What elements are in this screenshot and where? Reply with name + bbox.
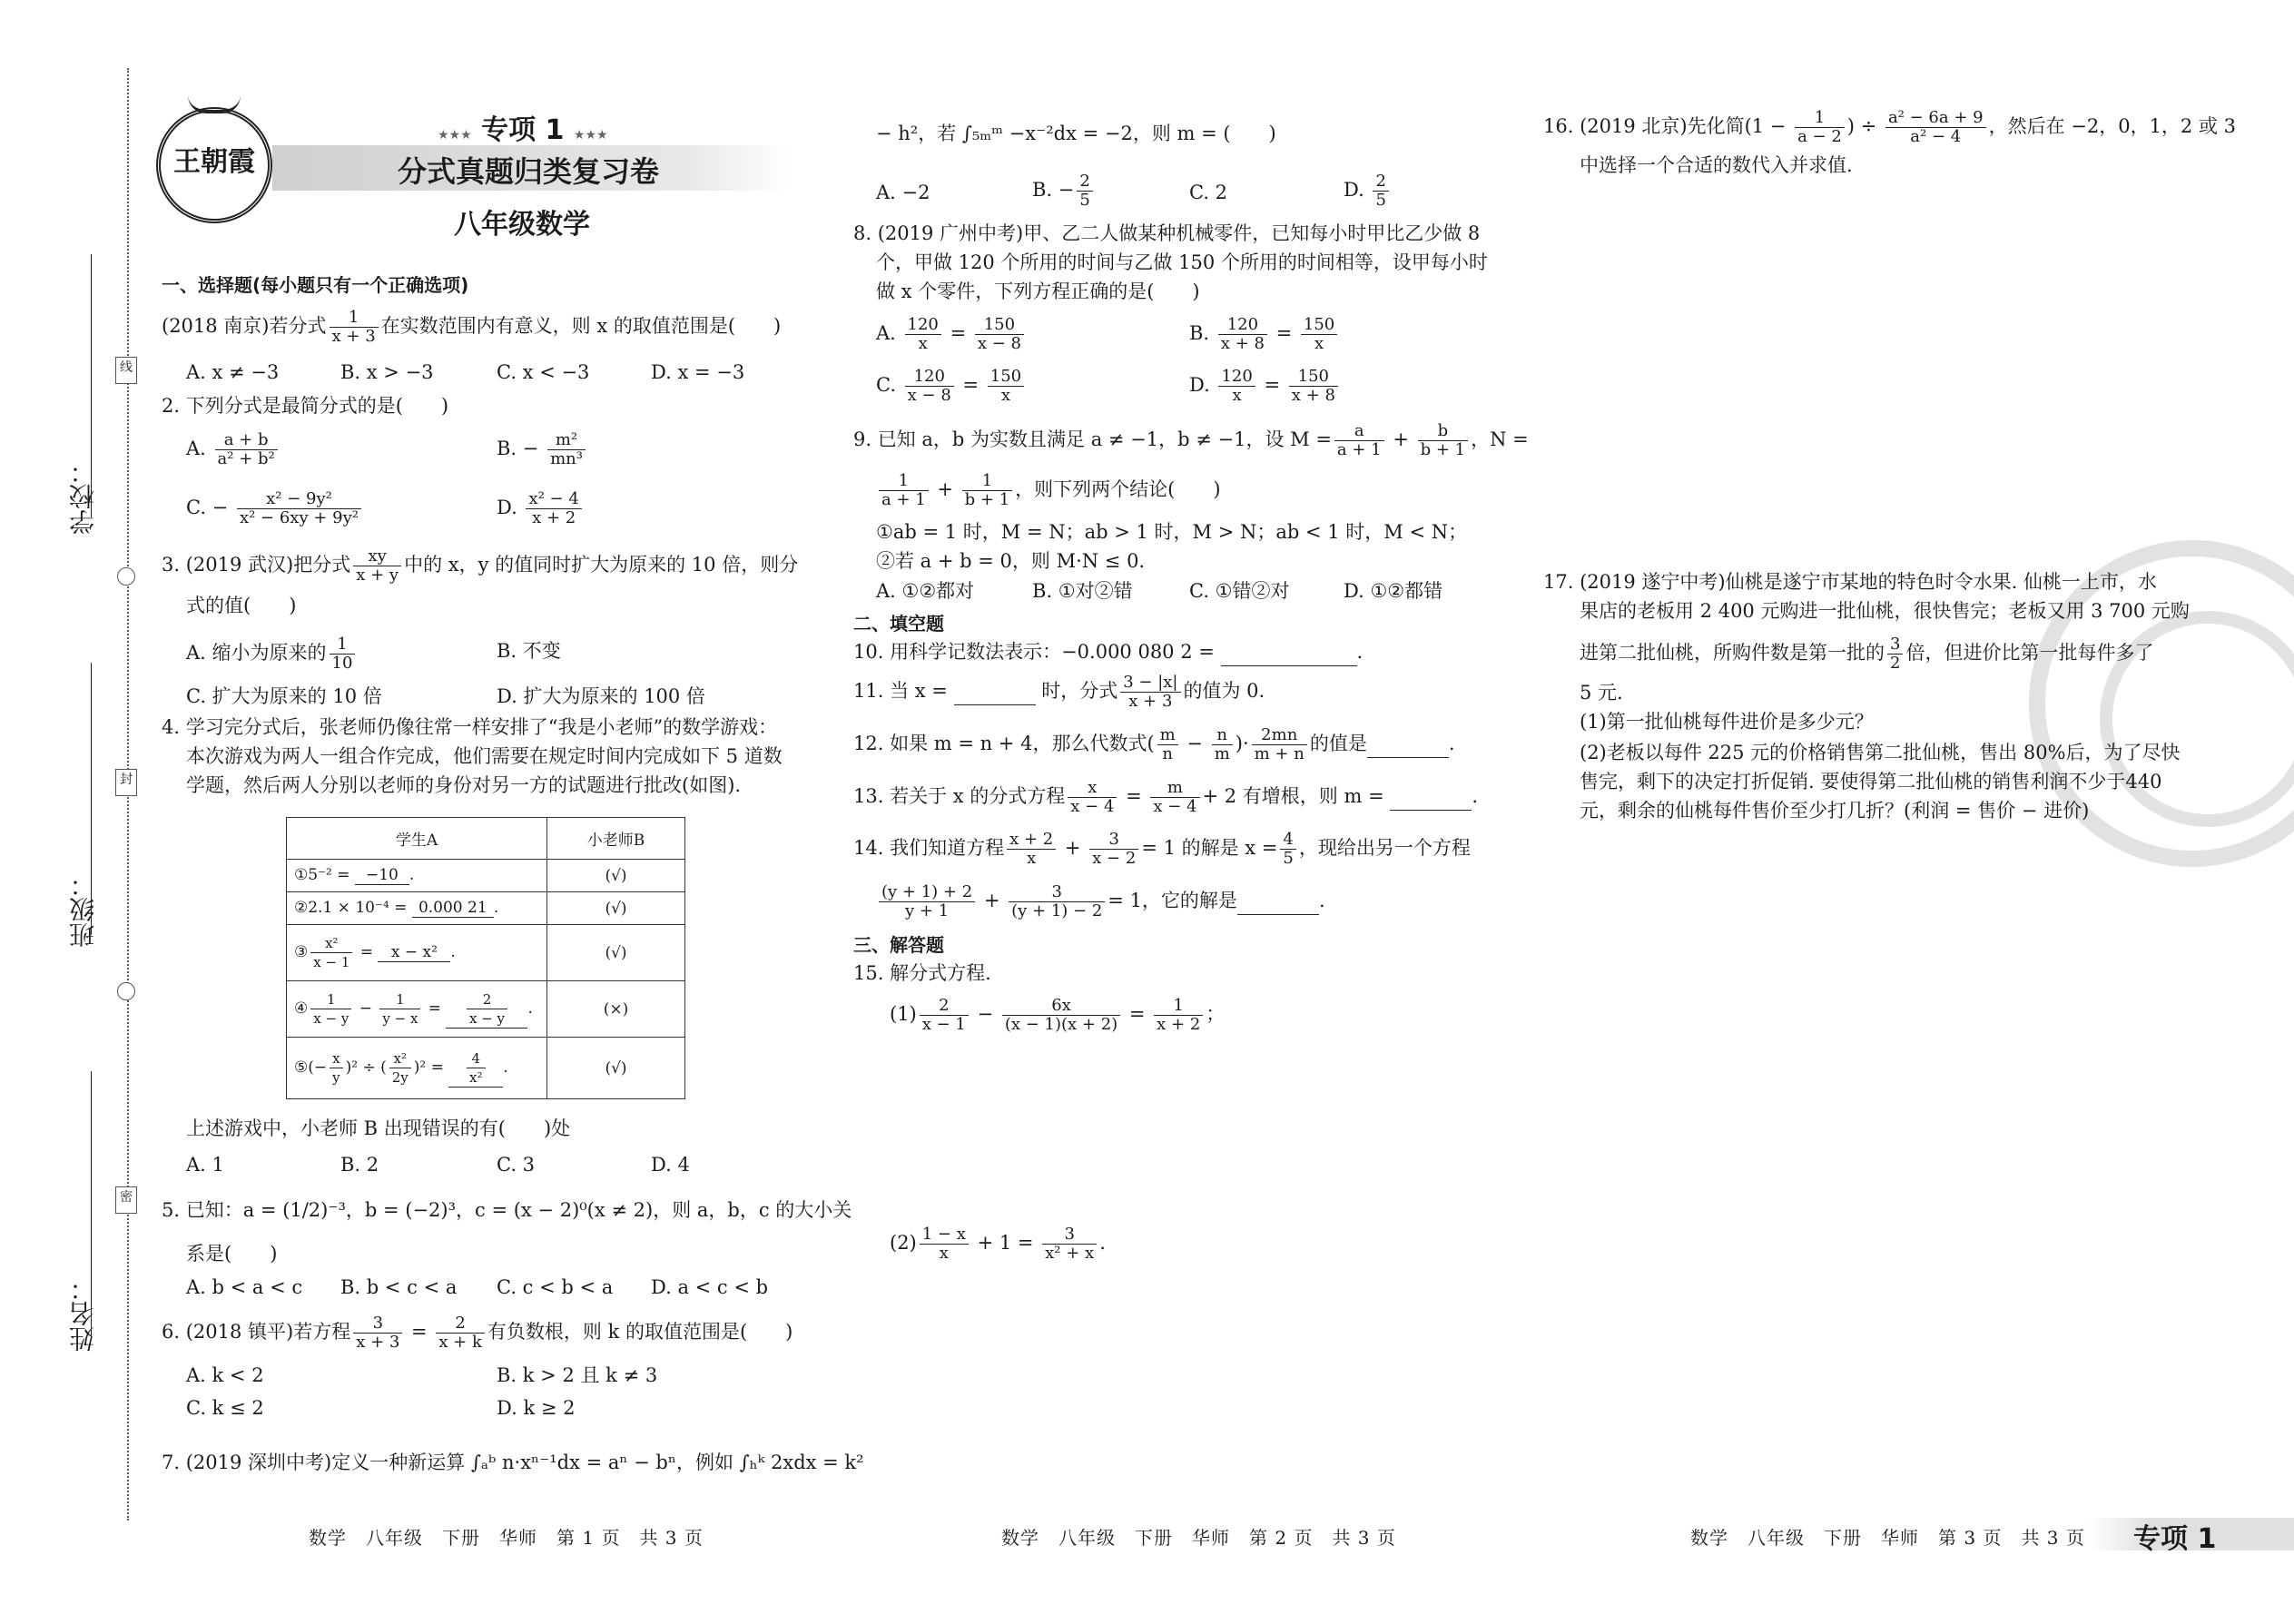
q6-option-c[interactable]: C. k ≤ 2 bbox=[186, 1397, 264, 1419]
q1-option-b[interactable]: B. x > −3 bbox=[340, 361, 434, 383]
q4-game-table bbox=[286, 817, 685, 1099]
q2-option-d[interactable]: D. $\frac{\text{x² − 4}}{x + 2}$ bbox=[497, 490, 585, 527]
q10: 10. 用科学记数法表示：−0.000 080 2 = . bbox=[853, 638, 1363, 666]
q9-option-c[interactable]: C. ①错②对 bbox=[1189, 580, 1290, 602]
table-mark: (√) bbox=[547, 925, 685, 981]
q9-option-a[interactable]: A. ①②都对 bbox=[876, 580, 975, 602]
q17-line1: 17. (2019 遂宁中考)仙桃是遂宁市某地的特色时令水果. 仙桃一上市，水 bbox=[1543, 571, 2157, 593]
q5-option-d[interactable]: D. a < c < b bbox=[651, 1276, 769, 1298]
table-row: ⑤(− $\frac{x}{y}$ )² ÷ ( $\frac{\text{x²}}{2y}$ )² = $\frac{4}{\text{x²}}$ . bbox=[287, 1038, 547, 1099]
section-choice: 一、选择题(每小题只有一个正确选项) bbox=[162, 274, 469, 296]
q1-option-c[interactable]: C. x < −3 bbox=[497, 361, 590, 383]
q7-line2: − h²，若 ∫₅ₘᵐ −x⁻²dx = −2，则 m = ( ) bbox=[876, 123, 1276, 144]
q11: 11. 当 x = 时，分式 $\frac{3 - |x|}{x + 3}$ 的值为 0. bbox=[853, 673, 1265, 711]
q8-line2: 个，甲做 120 个所用的时间与乙做 150 个所用的时间相等，设甲每小时 bbox=[876, 251, 1488, 273]
q8-option-c[interactable]: C. $\frac{120}{x - 8}$ = $\frac{150}{x}$ bbox=[876, 368, 1027, 405]
q12-answer[interactable] bbox=[1367, 730, 1449, 758]
q17-line3: 进第二批仙桃，所购件数是第一批的 $\frac{3}{2}$ 倍，但进价比第一批每件多了 bbox=[1580, 635, 2154, 673]
q4-line2: 本次游戏为两人一组合作完成，他们需要在规定时间内完成如下 5 道数 bbox=[186, 745, 783, 767]
table-header-b: 小老师B bbox=[547, 818, 685, 860]
q11-answer[interactable] bbox=[954, 677, 1036, 705]
q15-part1: (1) $\frac{2}{x - 1}$ − $\frac{6x}{(x - 1)(x + 2)}$ = $\frac{1}{x + 2}$ ； bbox=[890, 996, 1226, 1034]
q6-option-d[interactable]: D. k ≥ 2 bbox=[497, 1397, 576, 1419]
q4-question: 上述游戏中，小老师 B 出现错误的有( )处 bbox=[186, 1117, 571, 1139]
school-label: 学校： bbox=[68, 458, 98, 535]
q14-line1: 14. 我们知道方程 $\frac{x + 2}{x}$ + $\frac{3}{x - 2}$ = 1 的解是 x = $\frac{4}{5}$ ，现给出另一个方程 bbox=[853, 830, 1471, 868]
q7-option-b[interactable]: B. − $\frac{2}{5}$ bbox=[1032, 172, 1096, 210]
dot-2 bbox=[117, 982, 135, 1000]
star-right-icon: ★★★ bbox=[573, 128, 608, 143]
q9-line1: 9. 已知 a，b 为实数且满足 a ≠ −1，b ≠ −1，设 M = $\frac{a}{a + 1}$ + $\frac{b}{b + 1}$ ，N = bbox=[853, 421, 1529, 459]
q4-option-a[interactable]: A. 1 bbox=[186, 1154, 224, 1176]
table-mark: (√) bbox=[547, 1038, 685, 1099]
q8-line1: 8. (2019 广州中考)甲、乙二人做某种机械零件，已知每小时甲比乙少做 8 bbox=[853, 222, 1481, 244]
q3-line1: 3. (2019 武汉)把分式 $\frac{xy}{x + y}$ 中的 x，y 的值同时扩大为原来的 10 倍，则分 bbox=[162, 546, 799, 585]
q3-option-a[interactable]: A. 缩小为原来的 $\frac{1}{10}$ bbox=[186, 635, 358, 673]
q17-part1: (1)第一批仙桃每件进价是多少元？ bbox=[1580, 711, 1874, 733]
q4-option-d[interactable]: D. 4 bbox=[651, 1154, 690, 1176]
section-solve: 三、解答题 bbox=[853, 934, 944, 956]
table-mark: (×) bbox=[547, 981, 685, 1038]
q4-option-c[interactable]: C. 3 bbox=[497, 1154, 536, 1176]
q2-option-c[interactable]: C. − $\frac{\text{x² − 9y²}}{\text{x² − 6xy + 9y²}}$ bbox=[186, 490, 364, 527]
seal-mark-3: 密 bbox=[115, 1186, 137, 1214]
q5-option-a[interactable]: A. b < a < c bbox=[186, 1276, 303, 1298]
table-row: ②2.1 × 10⁻⁴ = 0.000 21 . bbox=[287, 892, 547, 925]
footer-page-1: 数学 八年级 下册 华师 第 1 页 共 3 页 bbox=[309, 1527, 704, 1549]
q14-line2: $\frac{(y + 1) + 2}{y + 1}$ + $\frac{3}{(y + 1) - 2}$ = 1，它的解是 . bbox=[876, 883, 1325, 920]
q14-answer[interactable] bbox=[1237, 887, 1319, 915]
q7-option-c[interactable]: C. 2 bbox=[1189, 182, 1228, 203]
class-label: 班级： bbox=[68, 871, 98, 948]
logo-badge bbox=[156, 107, 272, 223]
name-label: 姓名： bbox=[68, 1275, 98, 1352]
q13-answer[interactable] bbox=[1390, 782, 1472, 811]
table-row: ④ $\frac{1}{x - y}$ − $\frac{1}{y - x}$ = $\frac{2}{x - y}$ . bbox=[287, 981, 547, 1038]
name-field[interactable] bbox=[91, 1071, 92, 1339]
q5-option-b[interactable]: B. b < c < a bbox=[340, 1276, 458, 1298]
q8-option-b[interactable]: B. $\frac{120}{x + 8}$ = $\frac{150}{x}$ bbox=[1189, 316, 1340, 353]
seal-mark-2: 封 bbox=[115, 769, 137, 796]
q6-stem: 6. (2018 镇平)若方程 $\frac{3}{x + 3}$ = $\frac{2}{x + k}$ 有负数根，则 k 的取值范围是( ) bbox=[162, 1314, 793, 1352]
table-row: ③ $\frac{\text{x²}}{x - 1}$ = x − x² . bbox=[287, 925, 547, 981]
q4-option-b[interactable]: B. 2 bbox=[340, 1154, 379, 1176]
q5-line1: 5. 已知：a = (1/2)⁻³，b = (−2)³，c = (x − 2)⁰(x ≠ 2)，则 a，b，c 的大小关 bbox=[162, 1199, 852, 1221]
q7-option-a[interactable]: A. −2 bbox=[876, 182, 930, 203]
school-field[interactable] bbox=[91, 254, 92, 517]
table-mark: (√) bbox=[547, 892, 685, 925]
q12: 12. 如果 m = n + 4，那么代数式( $\frac{m}{n}$ − $\frac{n}{m}$ )· $\frac{2mn}{m + n}$ 的值是 . bbox=[853, 725, 1455, 763]
class-field[interactable] bbox=[91, 663, 92, 935]
q2-stem: 2. 下列分式是最简分式的是( ) bbox=[162, 395, 449, 417]
q1-option-a[interactable]: A. x ≠ −3 bbox=[186, 361, 280, 383]
seal-mark-1: 线 bbox=[115, 357, 137, 384]
exam-subtitle: 八年级数学 bbox=[454, 209, 590, 241]
q17-part2-b: 售完，剩下的决定打折促销. 要使得第二批仙桃的销售利润不少于440 bbox=[1580, 771, 2162, 792]
crown-icon bbox=[188, 92, 241, 113]
q15-part2: (2) $\frac{1 - x}{x}$ + 1 = $\frac{3}{\text{x² + x}}$ . bbox=[890, 1225, 1106, 1263]
q9-line2: $\frac{1}{a + 1}$ + $\frac{1}{b + 1}$ ，则下列两个结论( ) bbox=[876, 472, 1221, 509]
table-mark: (√) bbox=[547, 860, 685, 892]
q10-answer[interactable] bbox=[1221, 638, 1357, 666]
q4-line1: 4. 学习完分式后，张老师仍像往常一样安排了“我是小老师”的数学游戏： bbox=[162, 716, 778, 738]
q3-option-c[interactable]: C. 扩大为原来的 10 倍 bbox=[186, 685, 382, 707]
table-row: ①5⁻² = −10 . bbox=[287, 860, 547, 892]
q7-option-d[interactable]: D. $\frac{2}{5}$ bbox=[1344, 172, 1392, 210]
q1-stem: (2018 南京)若分式 $\frac{1}{x + 3}$ 在实数范围内有意义，则 x 的取值范围是( ) bbox=[162, 308, 782, 346]
q2-option-b[interactable]: B. − $\frac{\text{m²}}{\text{mn³}}$ bbox=[497, 431, 588, 468]
q17-line4: 5 元. bbox=[1580, 682, 1623, 704]
q17-line2: 果店的老板用 2 400 元购进一批仙桃，很快售完；老板又用 3 700 元购 bbox=[1580, 600, 2190, 622]
table-header-a: 学生A bbox=[287, 818, 547, 860]
q9-option-d[interactable]: D. ①②都错 bbox=[1344, 580, 1443, 602]
q1-option-d[interactable]: D. x = −3 bbox=[651, 361, 745, 383]
q8-option-a[interactable]: A. $\frac{120}{x}$ = $\frac{150}{x - 8}$ bbox=[876, 316, 1027, 353]
q2-option-a[interactable]: A. $\frac{a + b}{\text{a² + b²}}$ bbox=[186, 431, 281, 468]
q7-line1: 7. (2019 深圳中考)定义一种新运算 ∫ₐᵇ n·xⁿ⁻¹dx = aⁿ − bⁿ，例如 ∫ₕᵏ 2xdx = k² bbox=[162, 1452, 864, 1473]
section-fill: 二、填空题 bbox=[853, 613, 944, 635]
q9-conclusion-2: ②若 a + b = 0，则 M·N ≤ 0. bbox=[876, 550, 1146, 572]
footer-page-2: 数学 八年级 下册 华师 第 2 页 共 3 页 bbox=[1001, 1527, 1396, 1549]
dot-1 bbox=[117, 567, 135, 586]
q3-option-d[interactable]: D. 扩大为原来的 100 倍 bbox=[497, 685, 705, 707]
q8-line3: 做 x 个零件，下列方程正确的是( ) bbox=[876, 281, 1200, 302]
q16-line1: 16. (2019 北京)先化简(1 − $\frac{1}{a - 2}$ ) ÷ $\frac{\text{a² − 6a + 9}}{\text{a² − 4}}$ ，然后在 −2，0，1，2 或 3 bbox=[1543, 108, 2237, 146]
q9-conclusion-1: ①ab = 1 时，M = N；ab > 1 时，M > N；ab < 1 时，M < N； bbox=[876, 521, 1468, 543]
q1-fraction: $\frac{1}{x + 3}$ bbox=[330, 309, 379, 346]
q8-option-d[interactable]: D. $\frac{120}{x}$ = $\frac{150}{x + 8}$ bbox=[1189, 368, 1341, 405]
q17-part2-a: (2)老板以每件 225 元的价格销售第二批仙桃，售出 80%后，为了尽快 bbox=[1580, 742, 2181, 763]
q3-option-b[interactable]: B. 不变 bbox=[497, 640, 561, 662]
q9-option-b[interactable]: B. ①对②错 bbox=[1032, 580, 1133, 602]
q15: 15. 解分式方程. bbox=[853, 962, 991, 984]
q6-option-a[interactable]: A. k < 2 bbox=[186, 1364, 264, 1386]
q5-line2: 系是( ) bbox=[186, 1243, 278, 1265]
q16-line2: 中选择一个合适的数代入并求值. bbox=[1580, 154, 1853, 176]
q17-part2-c: 元，剩余的仙桃每件售价至少打几折？(利润 = 售价 − 进价) bbox=[1580, 800, 2090, 822]
q3-line2: 式的值( ) bbox=[186, 595, 297, 616]
footer-tag: 专项 1 bbox=[2133, 1523, 2217, 1555]
series-label: ★★★ 专项 1 ★★★ bbox=[438, 114, 608, 146]
exam-title: 分式真题归类复习卷 bbox=[398, 154, 660, 189]
q6-option-b[interactable]: B. k > 2 且 k ≠ 3 bbox=[497, 1364, 658, 1386]
star-left-icon: ★★★ bbox=[438, 128, 472, 143]
q5-option-c[interactable]: C. c < b < a bbox=[497, 1276, 614, 1298]
footer-page-3: 数学 八年级 下册 华师 第 3 页 共 3 页 bbox=[1690, 1527, 2085, 1549]
q13: 13. 若关于 x 的分式方程 $\frac{x}{x - 4}$ = $\frac{m}{x - 4}$ + 2 有增根，则 m = . bbox=[853, 778, 1479, 816]
logo-text: 王朝霞 bbox=[173, 146, 255, 178]
q4-line3: 学题，然后两人分别以老师的身份对另一方的试题进行批改(如图). bbox=[186, 774, 742, 796]
